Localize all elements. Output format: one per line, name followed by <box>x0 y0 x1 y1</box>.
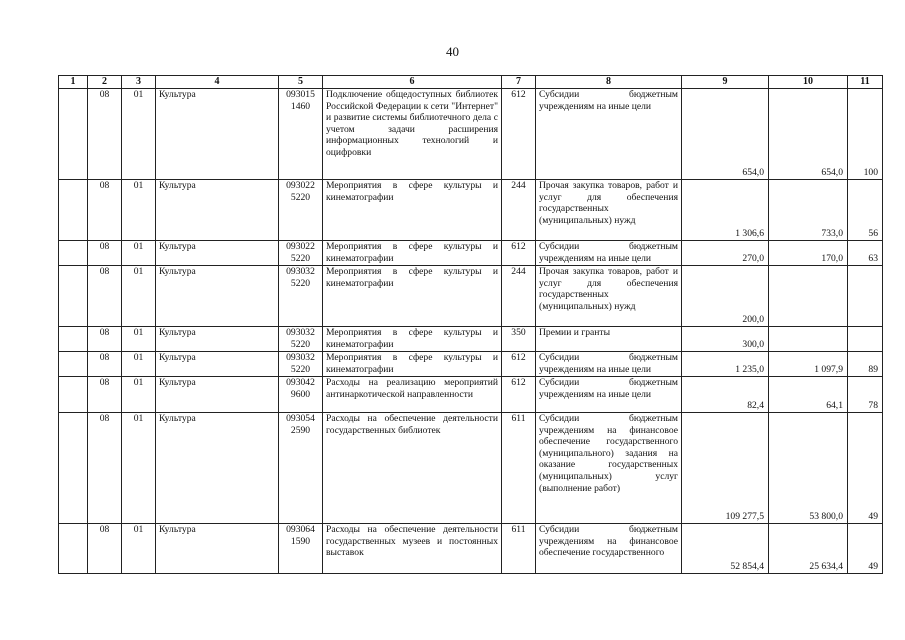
cell-expense-name: Прочая закупка товаров, работ и услуг для обеспечения государственных (муниципальных) нужд <box>536 180 682 241</box>
cell-subsection: 01 <box>122 266 156 327</box>
cell-target-code: 093032 5220 <box>279 266 323 327</box>
cell-actual: 654,0 <box>769 89 848 180</box>
cell-expense-type: 244 <box>502 180 536 241</box>
cell-actual: 64,1 <box>769 377 848 413</box>
cell-section: 08 <box>88 180 122 241</box>
cell-expense-type: 612 <box>502 241 536 266</box>
cell-name: Культура <box>156 89 279 180</box>
cell-section: 08 <box>88 89 122 180</box>
cell-percent: 49 <box>848 413 883 524</box>
cell-percent: 63 <box>848 241 883 266</box>
cell-actual: 733,0 <box>769 180 848 241</box>
cell-plan: 52 854,4 <box>682 524 769 574</box>
budget-table <box>58 75 883 574</box>
cell-subsection: 01 <box>122 241 156 266</box>
cell-percent: 100 <box>848 89 883 180</box>
cell-actual: 53 800,0 <box>769 413 848 524</box>
cell-subsection: 01 <box>122 377 156 413</box>
col-header-3: 3 <box>122 76 156 89</box>
table-row <box>59 327 883 352</box>
col-header-6: 6 <box>323 76 502 89</box>
cell-percent: 56 <box>848 180 883 241</box>
cell-actual: 170,0 <box>769 241 848 266</box>
col-header-9: 9 <box>682 76 769 89</box>
cell-description: Подключение общедоступных библиотек Российской Федерации к сети "Интернет" и развитие системы библиотечного дела с учетом задачи расширения информационных технологий и оцифровки <box>323 89 502 180</box>
table-row <box>59 377 883 413</box>
cell-percent <box>848 327 883 352</box>
col-header-4: 4 <box>156 76 279 89</box>
cell-col1 <box>59 327 88 352</box>
cell-target-code: 093022 5220 <box>279 180 323 241</box>
cell-description: Расходы на реализацию мероприятий антинаркотической направленности <box>323 377 502 413</box>
cell-target-code: 093032 5220 <box>279 352 323 377</box>
cell-actual: 1 097,9 <box>769 352 848 377</box>
cell-name: Культура <box>156 327 279 352</box>
cell-section: 08 <box>88 352 122 377</box>
cell-target-code: 093015 1460 <box>279 89 323 180</box>
col-header-7: 7 <box>502 76 536 89</box>
cell-subsection: 01 <box>122 89 156 180</box>
cell-actual <box>769 327 848 352</box>
col-header-10: 10 <box>769 76 848 89</box>
col-header-1: 1 <box>59 76 88 89</box>
cell-expense-type: 612 <box>502 377 536 413</box>
header-row <box>59 76 883 89</box>
cell-col1 <box>59 180 88 241</box>
cell-description: Мероприятия в сфере культуры и кинематографии <box>323 266 502 327</box>
cell-description: Мероприятия в сфере культуры и кинематографии <box>323 327 502 352</box>
cell-expense-name: Субсидии бюджетным учреждениям на иные цели <box>536 352 682 377</box>
cell-plan: 109 277,5 <box>682 413 769 524</box>
cell-description: Мероприятия в сфере культуры и кинематографии <box>323 241 502 266</box>
cell-target-code: 093022 5220 <box>279 241 323 266</box>
cell-name: Культура <box>156 377 279 413</box>
cell-section: 08 <box>88 241 122 266</box>
col-header-11: 11 <box>848 76 883 89</box>
table-row <box>59 266 883 327</box>
cell-expense-type: 612 <box>502 352 536 377</box>
table-row <box>59 524 883 574</box>
cell-description: Расходы на обеспечение деятельности государственных библиотек <box>323 413 502 524</box>
col-header-5: 5 <box>279 76 323 89</box>
cell-expense-name: Субсидии бюджетным учреждениям на иные цели <box>536 241 682 266</box>
cell-percent: 49 <box>848 524 883 574</box>
cell-col1 <box>59 241 88 266</box>
cell-section: 08 <box>88 327 122 352</box>
cell-section: 08 <box>88 377 122 413</box>
cell-target-code: 093042 9600 <box>279 377 323 413</box>
cell-col1 <box>59 524 88 574</box>
cell-name: Культура <box>156 413 279 524</box>
cell-name: Культура <box>156 180 279 241</box>
cell-subsection: 01 <box>122 180 156 241</box>
table-row <box>59 89 883 180</box>
cell-plan: 270,0 <box>682 241 769 266</box>
cell-col1 <box>59 352 88 377</box>
cell-expense-name: Субсидии бюджетным учреждениям на финансовое обеспечение государственного (муниципального) задания на оказание государственных (муниципальных) услуг (выполнение работ) <box>536 413 682 524</box>
cell-plan: 1 306,6 <box>682 180 769 241</box>
cell-expense-type: 611 <box>502 524 536 574</box>
cell-expense-name: Премии и гранты <box>536 327 682 352</box>
cell-subsection: 01 <box>122 327 156 352</box>
table-row <box>59 352 883 377</box>
cell-percent: 89 <box>848 352 883 377</box>
cell-plan: 82,4 <box>682 377 769 413</box>
cell-name: Культура <box>156 241 279 266</box>
cell-col1 <box>59 89 88 180</box>
cell-name: Культура <box>156 352 279 377</box>
cell-expense-name: Субсидии бюджетным учреждениям на иные цели <box>536 89 682 180</box>
cell-actual: 25 634,4 <box>769 524 848 574</box>
cell-expense-type: 350 <box>502 327 536 352</box>
cell-plan: 300,0 <box>682 327 769 352</box>
table-row <box>59 413 883 524</box>
cell-percent: 78 <box>848 377 883 413</box>
cell-plan: 1 235,0 <box>682 352 769 377</box>
cell-subsection: 01 <box>122 413 156 524</box>
cell-name: Культура <box>156 266 279 327</box>
cell-col1 <box>59 413 88 524</box>
cell-plan: 200,0 <box>682 266 769 327</box>
cell-target-code: 093032 5220 <box>279 327 323 352</box>
cell-expense-type: 244 <box>502 266 536 327</box>
cell-expense-name: Субсидии бюджетным учреждениям на иные цели <box>536 377 682 413</box>
cell-name: Культура <box>156 524 279 574</box>
cell-section: 08 <box>88 413 122 524</box>
cell-expense-name: Прочая закупка товаров, работ и услуг для обеспечения государственных (муниципальных) нужд <box>536 266 682 327</box>
table-row <box>59 241 883 266</box>
cell-plan: 654,0 <box>682 89 769 180</box>
cell-description: Мероприятия в сфере культуры и кинематографии <box>323 180 502 241</box>
cell-target-code: 093054 2590 <box>279 413 323 524</box>
cell-col1 <box>59 266 88 327</box>
cell-col1 <box>59 377 88 413</box>
cell-percent <box>848 266 883 327</box>
cell-description: Мероприятия в сфере культуры и кинематографии <box>323 352 502 377</box>
cell-target-code: 093064 1590 <box>279 524 323 574</box>
cell-subsection: 01 <box>122 524 156 574</box>
cell-section: 08 <box>88 524 122 574</box>
cell-description: Расходы на обеспечение деятельности государственных музеев и постоянных выставок <box>323 524 502 574</box>
cell-actual <box>769 266 848 327</box>
col-header-2: 2 <box>88 76 122 89</box>
cell-expense-type: 611 <box>502 413 536 524</box>
table-row <box>59 180 883 241</box>
cell-expense-name: Субсидии бюджетным учреждениям на финансовое обеспечение государственного <box>536 524 682 574</box>
col-header-8: 8 <box>536 76 682 89</box>
cell-subsection: 01 <box>122 352 156 377</box>
cell-expense-type: 612 <box>502 89 536 180</box>
cell-section: 08 <box>88 266 122 327</box>
page-number: 40 <box>446 44 459 59</box>
